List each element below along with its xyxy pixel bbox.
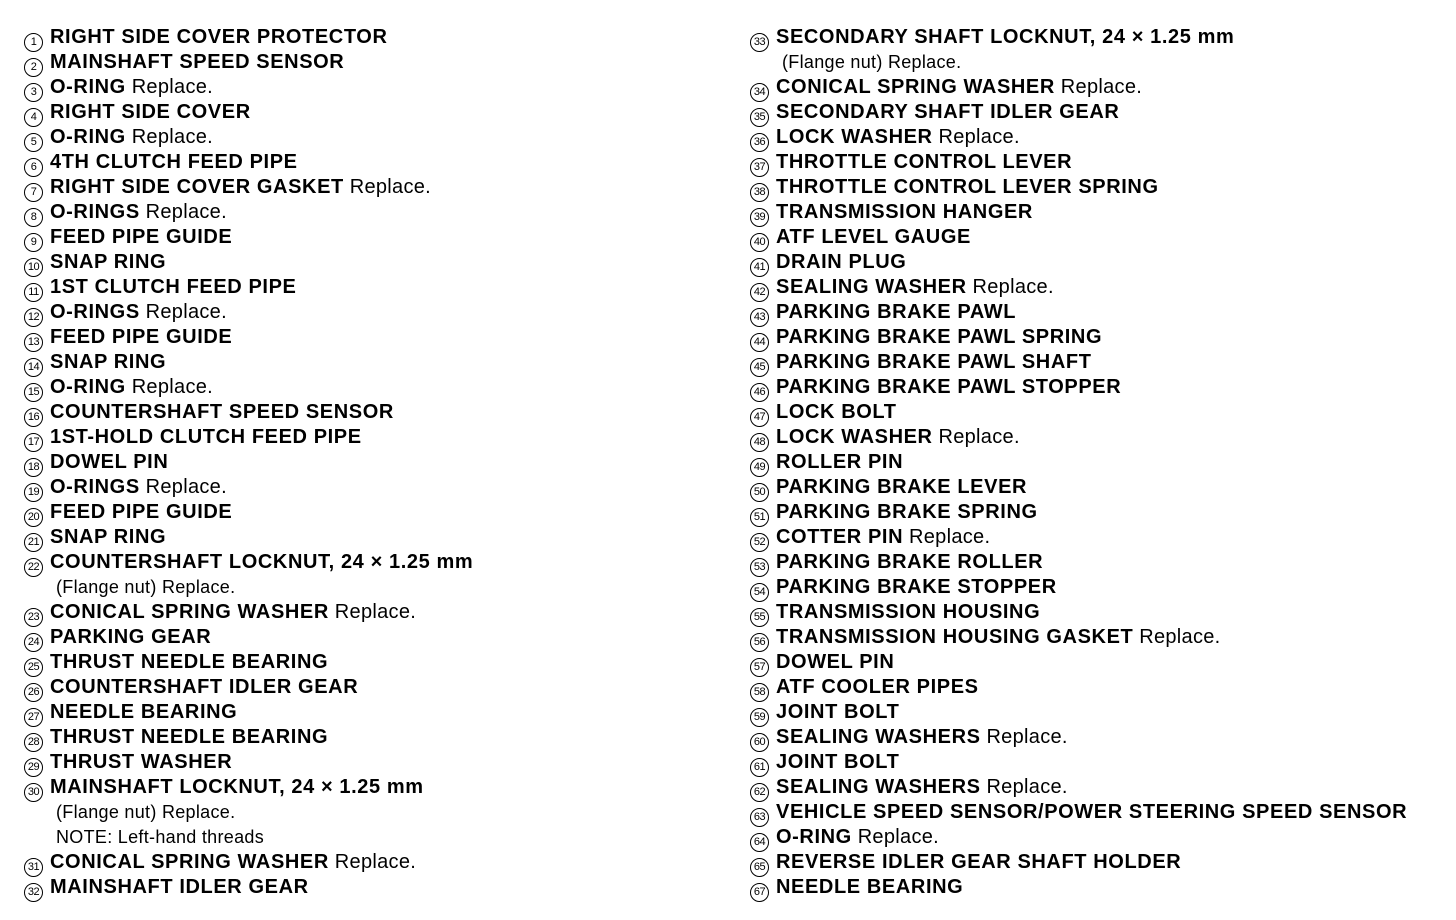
item-name: PARKING BRAKE LEVER [776,476,1028,498]
parts-list-item-line [24,750,714,775]
item-name: SEALING WASHERS [776,776,981,798]
parts-list-item-line [24,550,714,575]
parts-list-item-line [750,825,1440,850]
item-number-badge: 55 [750,608,769,627]
item-name: O-RINGS [50,476,140,498]
parts-list-item [24,100,714,125]
item-name: SECONDARY SHAFT IDLER GEAR [776,101,1120,123]
parts-list-item-line [750,250,1440,275]
item-name: LOCK WASHER [776,426,933,448]
parts-list-item-line [24,200,714,225]
parts-list-item [750,75,1440,100]
item-number-badge: 31 [24,858,43,877]
item-name: CONICAL SPRING WASHER [776,76,1055,98]
item-number-badge: 25 [24,658,43,677]
item-number-badge: 35 [750,108,769,127]
parts-list-item-line [24,125,714,150]
item-name: PARKING GEAR [50,626,212,648]
parts-list-item [750,650,1440,675]
parts-list-item-line [24,275,714,300]
item-name: COTTER PIN [776,526,904,548]
item-number-badge: 51 [750,508,769,527]
parts-list-item-line [24,225,714,250]
item-number-badge: 29 [24,758,43,777]
parts-list-item [750,350,1440,375]
parts-list-item [750,100,1440,125]
parts-list-item [24,650,714,675]
parts-list-item-line [750,625,1440,650]
item-name: FEED PIPE GUIDE [50,226,233,248]
parts-list-item [750,750,1440,775]
item-name: 4TH CLUTCH FEED PIPE [50,151,298,173]
item-number-badge: 19 [24,483,43,502]
item-note: Replace. [334,851,417,873]
parts-list-item [750,250,1440,275]
item-note: Replace. [334,601,417,623]
item-name: SNAP RING [50,526,167,548]
item-number-badge: 43 [750,308,769,327]
item-name: RIGHT SIDE COVER PROTECTOR [50,26,388,48]
item-number-badge: 16 [24,408,43,427]
item-name: CONICAL SPRING WASHER [50,851,329,873]
item-name: RIGHT SIDE COVER GASKET [50,176,344,198]
parts-list-item-line [24,300,714,325]
parts-list-item-line [24,475,714,500]
parts-list-item-line [750,800,1440,825]
item-number-badge: 23 [24,608,43,627]
parts-list-item-line [750,375,1440,400]
item-name: COUNTERSHAFT IDLER GEAR [50,676,359,698]
parts-list-item [24,25,714,50]
parts-list-item-line [750,150,1440,175]
item-number-badge: 12 [24,308,43,327]
item-number-badge: 6 [24,158,43,177]
item-number-badge: 4 [24,108,43,127]
parts-list-item-line [750,450,1440,475]
parts-list-item [24,275,714,300]
parts-list-item-line [750,225,1440,250]
parts-list-item [750,325,1440,350]
item-note: Replace. [131,376,214,398]
parts-list-item [750,775,1440,800]
parts-list-item [750,275,1440,300]
parts-list-item-line [750,750,1440,775]
item-note: Replace. [972,276,1054,298]
parts-list-item [24,775,714,850]
item-number-badge: 61 [750,758,769,777]
parts-list-item-line [24,450,714,475]
parts-list-item [750,525,1440,550]
item-name: ATF COOLER PIPES [776,676,979,698]
item-number-badge: 38 [750,183,769,202]
item-number-badge: 26 [24,683,43,702]
parts-list-item-line [24,850,714,875]
item-number-badge: 8 [24,208,43,227]
item-name: NEEDLE BEARING [50,701,238,723]
item-name: 1ST-HOLD CLUTCH FEED PIPE [50,426,362,448]
parts-list-item [750,200,1440,225]
parts-list-item [750,150,1440,175]
parts-list-item [24,50,714,75]
parts-list-item [750,725,1440,750]
item-number-badge: 47 [750,408,769,427]
item-number-badge: 33 [750,33,769,52]
parts-list-item-line [750,425,1440,450]
item-name: O-RING [50,76,126,98]
parts-list-right [750,25,1440,900]
parts-list-item [750,675,1440,700]
item-name: PARKING BRAKE SPRING [776,501,1038,523]
parts-list-item [750,550,1440,575]
parts-list-item-line [750,525,1440,550]
item-number-badge: 2 [24,58,43,77]
parts-list-item [750,600,1440,625]
item-number-badge: 17 [24,433,43,452]
item-number-badge: 49 [750,458,769,477]
parts-list-item-line [24,425,714,450]
item-note: Replace. [145,201,227,223]
parts-list-item-line [750,400,1440,425]
parts-list-item [750,850,1440,875]
parts-list-item [24,225,714,250]
parts-list-item [24,425,714,450]
parts-list-item [750,700,1440,725]
parts-list-item [24,250,714,275]
parts-list-item [24,125,714,150]
parts-list-item [24,550,714,600]
item-name: THROTTLE CONTROL LEVER SPRING [776,176,1159,198]
item-note: Replace. [908,526,991,548]
parts-list-item [24,875,714,900]
item-number-badge: 30 [24,783,43,802]
parts-list-item [24,625,714,650]
parts-list-item [750,425,1440,450]
item-name: PARKING BRAKE PAWL SHAFT [776,351,1092,373]
item-number-badge: 10 [24,258,43,277]
item-name: ROLLER PIN [776,451,904,473]
item-note: Replace. [131,76,214,98]
item-number-badge: 36 [750,133,769,152]
item-name: TRANSMISSION HOUSING GASKET [776,626,1134,648]
item-note: Replace. [938,426,1020,448]
parts-list-item-line [24,375,714,400]
item-name: O-RING [776,826,852,848]
parts-list-item [750,500,1440,525]
item-name: PARKING BRAKE PAWL SPRING [776,326,1103,348]
parts-list-item [750,225,1440,250]
item-name: CONICAL SPRING WASHER [50,601,329,623]
item-number-badge: 15 [24,383,43,402]
item-name: TRANSMISSION HOUSING [776,601,1041,623]
item-number-badge: 24 [24,633,43,652]
parts-list-item [750,800,1440,825]
item-number-badge: 42 [750,283,769,302]
parts-list-item [24,375,714,400]
parts-list-item-line [750,675,1440,700]
parts-list-item [24,700,714,725]
parts-list-item-line [24,50,714,75]
parts-list-item-line [24,25,714,50]
parts-list-item [750,175,1440,200]
item-number-badge: 62 [750,783,769,802]
item-name: MAINSHAFT LOCKNUT, 24 × 1.25 mm [50,776,424,798]
item-note: Replace. [145,301,227,323]
item-name: THRUST NEEDLE BEARING [50,651,329,673]
item-name: TRANSMISSION HANGER [776,201,1033,223]
item-name: FEED PIPE GUIDE [50,501,233,523]
parts-list-item [24,525,714,550]
parts-list-item-line [750,850,1440,875]
item-number-badge: 67 [750,883,769,902]
parts-list-item [750,300,1440,325]
parts-list-item-line [750,350,1440,375]
item-extra-line: (Flange nut) Replace. [56,577,236,597]
parts-list-item [750,375,1440,400]
parts-list-item-line [750,600,1440,625]
item-number-badge: 64 [750,833,769,852]
parts-list-item-line [750,100,1440,125]
item-number-badge: 27 [24,708,43,727]
parts-list-item [750,25,1440,75]
parts-list-item-line [750,575,1440,600]
parts-list-item-line [750,475,1440,500]
item-number-badge: 3 [24,83,43,102]
item-extra-line: (Flange nut) Replace. [782,52,962,72]
item-name: 1ST CLUTCH FEED PIPE [50,276,297,298]
item-name: LOCK BOLT [776,401,897,423]
item-number-badge: 34 [750,83,769,102]
parts-list-item-line [24,100,714,125]
item-number-badge: 18 [24,458,43,477]
item-name: COUNTERSHAFT SPEED SENSOR [50,401,394,423]
parts-list-item-line [24,250,714,275]
parts-list-item-line [24,875,714,900]
item-note: Replace. [1139,626,1221,648]
item-note: Replace. [986,726,1068,748]
item-number-badge: 44 [750,333,769,352]
parts-list-item [750,400,1440,425]
parts-list-item-line [750,175,1440,200]
item-name: O-RINGS [50,201,140,223]
parts-list-item [750,875,1440,900]
item-name: SEALING WASHERS [776,726,981,748]
parts-list-item-line [24,725,714,750]
parts-list-item-line [750,650,1440,675]
item-number-badge: 21 [24,533,43,552]
parts-list-item-line [750,75,1440,100]
item-name: DOWEL PIN [776,651,895,673]
parts-list-left [24,25,714,900]
parts-list-item-line [24,525,714,550]
parts-list-item [750,450,1440,475]
item-number-badge: 60 [750,733,769,752]
item-number-badge: 52 [750,533,769,552]
parts-list-item-line [750,775,1440,800]
parts-list-item [24,750,714,775]
item-number-badge: 57 [750,658,769,677]
parts-list-item-line [24,600,714,625]
parts-list-item-line [750,125,1440,150]
item-extra-line: NOTE: Left-hand threads [56,827,265,847]
parts-list-item-line [24,500,714,525]
item-number-badge: 28 [24,733,43,752]
item-number-badge: 14 [24,358,43,377]
parts-list-item-line [750,200,1440,225]
item-number-badge: 20 [24,508,43,527]
parts-list-item-line [750,875,1440,900]
item-note: Replace. [986,776,1068,798]
item-name: ATF LEVEL GAUGE [776,226,971,248]
item-name: DOWEL PIN [50,451,169,473]
item-name: MAINSHAFT IDLER GEAR [50,876,309,898]
parts-list-item [24,150,714,175]
parts-list-item [24,500,714,525]
parts-list-item-line [750,300,1440,325]
parts-list-item-line [750,25,1440,50]
item-name: SNAP RING [50,251,167,273]
item-name: THROTTLE CONTROL LEVER [776,151,1073,173]
item-number-badge: 46 [750,383,769,402]
parts-list-item [24,600,714,625]
item-note: Replace. [131,126,214,148]
item-note: Replace. [145,476,227,498]
item-number-badge: 63 [750,808,769,827]
parts-list-item-line [24,350,714,375]
parts-list-item [24,350,714,375]
parts-list-item-line [750,725,1440,750]
parts-list-item-line [24,325,714,350]
parts-list-item [24,475,714,500]
parts-list-item [24,675,714,700]
parts-list-item [750,575,1440,600]
parts-list-item-line [750,325,1440,350]
item-number-badge: 45 [750,358,769,377]
item-number-badge: 1 [24,33,43,52]
parts-list-item [24,400,714,425]
parts-list-item-line [24,700,714,725]
item-number-badge: 7 [24,183,43,202]
item-number-badge: 41 [750,258,769,277]
parts-list-item-line [750,550,1440,575]
item-name: O-RING [50,376,126,398]
item-name: DRAIN PLUG [776,251,907,273]
item-name: THRUST NEEDLE BEARING [50,726,329,748]
parts-list-item [750,125,1440,150]
item-name: REVERSE IDLER GEAR SHAFT HOLDER [776,851,1182,873]
parts-list-item [750,825,1440,850]
item-name: O-RINGS [50,301,140,323]
parts-list-item [750,475,1440,500]
item-number-badge: 58 [750,683,769,702]
item-name: SNAP RING [50,351,167,373]
item-number-badge: 11 [24,283,43,302]
item-note: Replace. [349,176,432,198]
item-name: NEEDLE BEARING [776,876,964,898]
parts-list-item-line [24,775,714,800]
parts-list-item [24,450,714,475]
item-number-badge: 53 [750,558,769,577]
item-note: Replace. [857,826,940,848]
item-number-badge: 5 [24,133,43,152]
parts-list-item-line [24,175,714,200]
parts-list-item [24,725,714,750]
parts-list-item-line [24,675,714,700]
item-name: JOINT BOLT [776,751,900,773]
parts-list-item-line [24,400,714,425]
parts-list-item [24,300,714,325]
parts-list-item [24,75,714,100]
item-number-badge: 65 [750,858,769,877]
item-number-badge: 40 [750,233,769,252]
item-name: SEALING WASHER [776,276,967,298]
item-number-badge: 22 [24,558,43,577]
item-number-badge: 37 [750,158,769,177]
item-name: THRUST WASHER [50,751,233,773]
item-name: O-RING [50,126,126,148]
item-note: Replace. [1060,76,1143,98]
item-number-badge: 59 [750,708,769,727]
parts-list-item-line [24,625,714,650]
item-name: PARKING BRAKE PAWL STOPPER [776,376,1122,398]
item-name: COUNTERSHAFT LOCKNUT, 24 × 1.25 mm [50,551,474,573]
item-number-badge: 56 [750,633,769,652]
item-name: MAINSHAFT SPEED SENSOR [50,51,345,73]
parts-list-item [24,175,714,200]
item-extra-line: (Flange nut) Replace. [56,802,236,822]
item-name: FEED PIPE GUIDE [50,326,233,348]
item-note: Replace. [938,126,1020,148]
parts-list-item [24,200,714,225]
parts-list-item-line [750,500,1440,525]
parts-list-item [24,850,714,875]
item-name: VEHICLE SPEED SENSOR/POWER STEERING SPEED SENSOR [776,801,1408,823]
item-number-badge: 32 [24,883,43,902]
parts-list-item [24,325,714,350]
parts-list-item-line [750,700,1440,725]
item-name: PARKING BRAKE PAWL [776,301,1017,323]
parts-list-item [750,625,1440,650]
item-name: JOINT BOLT [776,701,900,723]
item-number-badge: 13 [24,333,43,352]
item-number-badge: 9 [24,233,43,252]
parts-list-item-line [24,75,714,100]
item-number-badge: 50 [750,483,769,502]
parts-list-item-line [24,650,714,675]
item-number-badge: 54 [750,583,769,602]
item-name: PARKING BRAKE ROLLER [776,551,1044,573]
item-name: SECONDARY SHAFT LOCKNUT, 24 × 1.25 mm [776,26,1235,48]
item-name: PARKING BRAKE STOPPER [776,576,1057,598]
parts-list-item-line [750,275,1440,300]
parts-list-item-line [24,150,714,175]
item-number-badge: 39 [750,208,769,227]
item-number-badge: 48 [750,433,769,452]
item-name: RIGHT SIDE COVER [50,101,251,123]
item-name: LOCK WASHER [776,126,933,148]
